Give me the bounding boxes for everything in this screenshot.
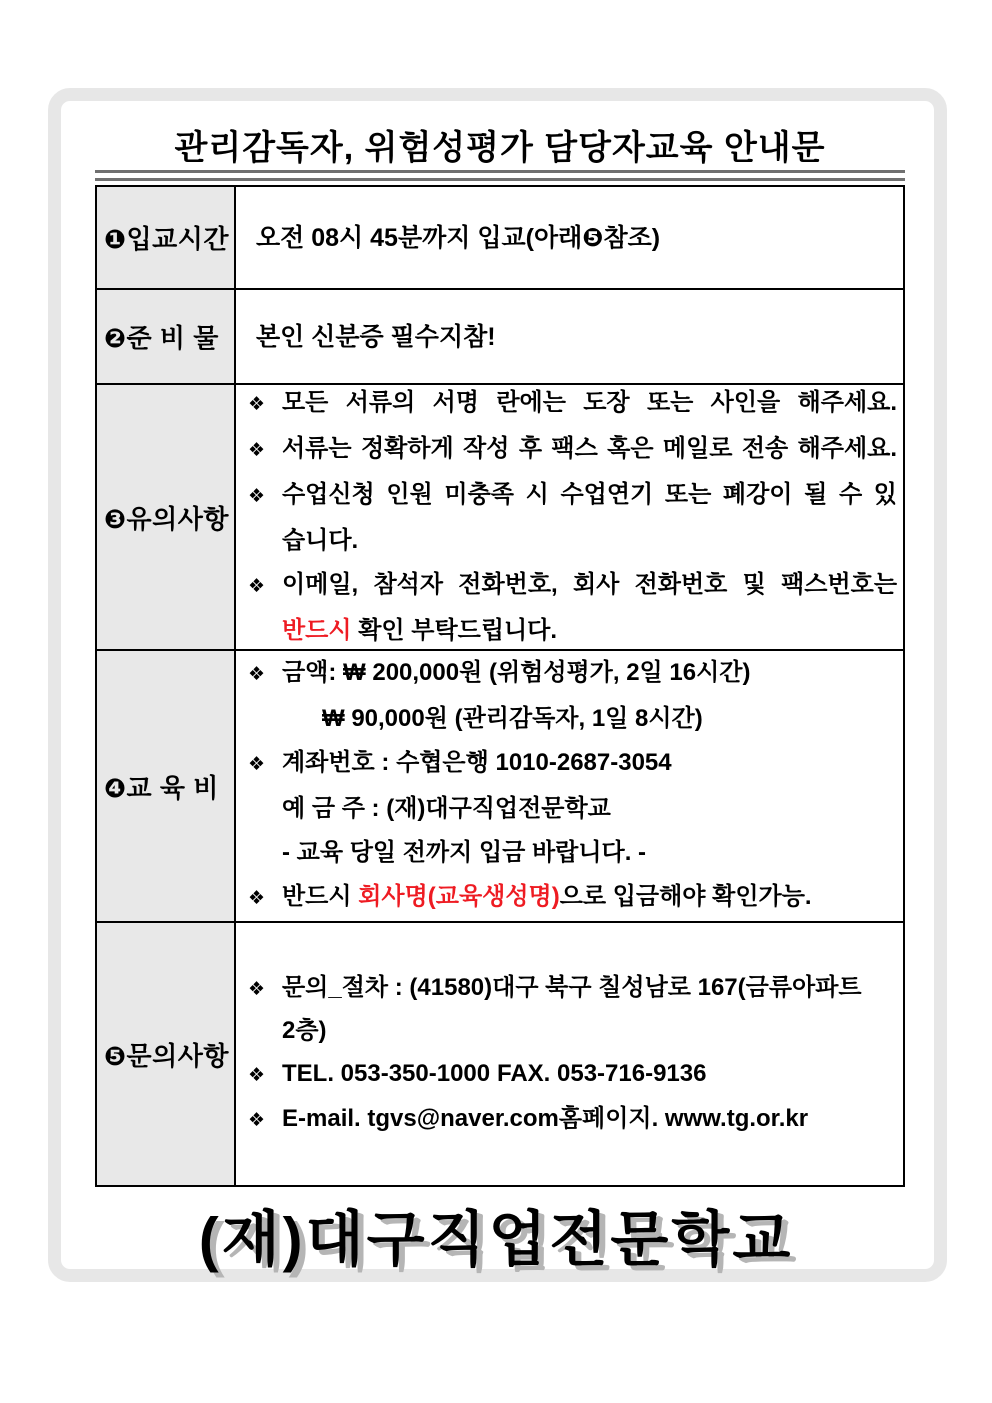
highlighted-text: 회사명(교육생성명) (358, 883, 560, 910)
text-line (248, 609, 897, 649)
line-text (282, 741, 897, 785)
line-text (282, 563, 897, 607)
line-text (282, 1097, 897, 1140)
diamond-bullet-icon: ❖ (248, 664, 266, 685)
bullet-spacer (248, 787, 282, 789)
text-segment: E-mail. tgvs@naver.com (282, 1105, 559, 1132)
text-segment: 계좌번호 : 수협은행 1010-2687-3054 (282, 749, 672, 776)
row-label-entry-time: ❶입교시간 (97, 187, 236, 288)
text-line (248, 223, 897, 253)
row-content-materials (236, 290, 903, 383)
row-label-contact: ❺문의사항 (97, 923, 236, 1185)
line-text (282, 831, 897, 875)
table-row-contact (97, 921, 903, 1185)
text-segment: 모든 서류의 서명 란에는 도장 또는 사인을 해주세요. (282, 389, 897, 416)
row-content-notes (236, 385, 903, 649)
school-name: (재)대구직업전문학교 (198, 1206, 794, 1273)
title-divider (95, 170, 905, 181)
text-line (248, 966, 897, 1052)
text-line (248, 427, 897, 473)
line-text (282, 609, 897, 649)
line-text (282, 519, 897, 563)
text-segment: 금액: ₩ 200,000원 (위험성평가, 2일 16시간) (282, 659, 751, 686)
row-content-tuition (236, 651, 903, 921)
text-segment: 확인 부탁드립니다. (351, 617, 558, 644)
line-text (282, 427, 897, 471)
diamond-bullet-icon: ❖ (248, 888, 266, 909)
text-segment: 이메일, 참석자 전화번호, 회사 전화번호 및 팩스번호는 (282, 571, 897, 598)
text-segment: 오전 08시 45분까지 입교(아래❺참조) (256, 223, 661, 252)
text-segment: TEL. 053-350-1000 (282, 1060, 491, 1087)
line-text (256, 322, 897, 352)
text-segment: 문의_절차 : (41580)대구 북구 칠성남로 167(금류아파트 2층) (282, 974, 862, 1044)
text-line (248, 473, 897, 519)
row-content-entry-time (236, 187, 903, 288)
text-segment: 수업신청 인원 미충족 시 수업연기 또는 폐강이 될 수 있 (282, 481, 897, 508)
diamond-bullet-icon: ❖ (248, 754, 266, 775)
text-segment: ₩ 90,000원 (관리감독자, 1일 8시간) (322, 705, 703, 732)
text-line (248, 322, 897, 352)
text-segment: FAX. 053-716-9136 (497, 1060, 707, 1087)
row-label-tuition: ❹교 육 비 (97, 651, 236, 921)
text-segment: 본인 신분증 필수지참! (256, 322, 496, 351)
line-text (282, 651, 897, 695)
text-segment: 반드시 (282, 883, 359, 910)
line-text (282, 787, 897, 831)
text-segment: 으로 입금해야 확인가능. (559, 883, 812, 910)
text-segment: 습니다. (282, 527, 359, 554)
line-text (282, 473, 897, 517)
bullet-spacer (248, 609, 282, 611)
row-label-materials: ❷준 비 물 (97, 290, 236, 383)
line-text (282, 385, 897, 425)
line-text (256, 223, 897, 253)
diamond-bullet-icon: ❖ (248, 486, 266, 507)
text-segment: 예 금 주 : (재)대구직업전문학교 (282, 795, 611, 822)
diamond-bullet-icon: ❖ (248, 1065, 266, 1086)
row-content-contact (236, 923, 903, 1185)
table-row-notes (97, 383, 903, 649)
table-row-entry-time (97, 187, 903, 288)
diamond-bullet-icon: ❖ (248, 576, 266, 597)
row-label-notes: ❸유의사항 (97, 385, 236, 649)
line-text (282, 1052, 897, 1095)
info-table (95, 185, 905, 1187)
text-line (248, 1052, 897, 1097)
diamond-bullet-icon: ❖ (248, 1110, 266, 1131)
text-segment: 서류는 정확하게 작성 후 팩스 혹은 메일로 전송 해주세요. (282, 435, 897, 462)
diamond-bullet-icon: ❖ (248, 979, 266, 1000)
text-line (248, 697, 897, 741)
diamond-bullet-icon: ❖ (248, 440, 266, 461)
line-text (322, 697, 897, 741)
text-line (248, 831, 897, 875)
table-row-tuition (97, 649, 903, 921)
text-line (248, 875, 897, 921)
line-text (282, 966, 897, 1052)
text-line (248, 651, 897, 697)
text-line (248, 563, 897, 609)
bullet-spacer (248, 697, 282, 699)
highlighted-text: 반드시 (282, 617, 352, 644)
text-segment: 홈페이지. www.tg.or.kr (558, 1105, 809, 1132)
table-row-materials (97, 288, 903, 383)
page-title: 관리감독자, 위험성평가 담당자교육 안내문 (174, 129, 826, 167)
diamond-bullet-icon: ❖ (248, 394, 266, 415)
bullet-spacer (248, 519, 282, 521)
text-line (248, 787, 897, 831)
text-line (248, 519, 897, 563)
line-text (282, 875, 897, 919)
text-line (248, 385, 897, 427)
text-line (248, 1097, 897, 1142)
bullet-spacer (248, 831, 282, 833)
text-line (248, 741, 897, 787)
text-segment: - 교육 당일 전까지 입금 바랍니다. - (282, 839, 647, 866)
